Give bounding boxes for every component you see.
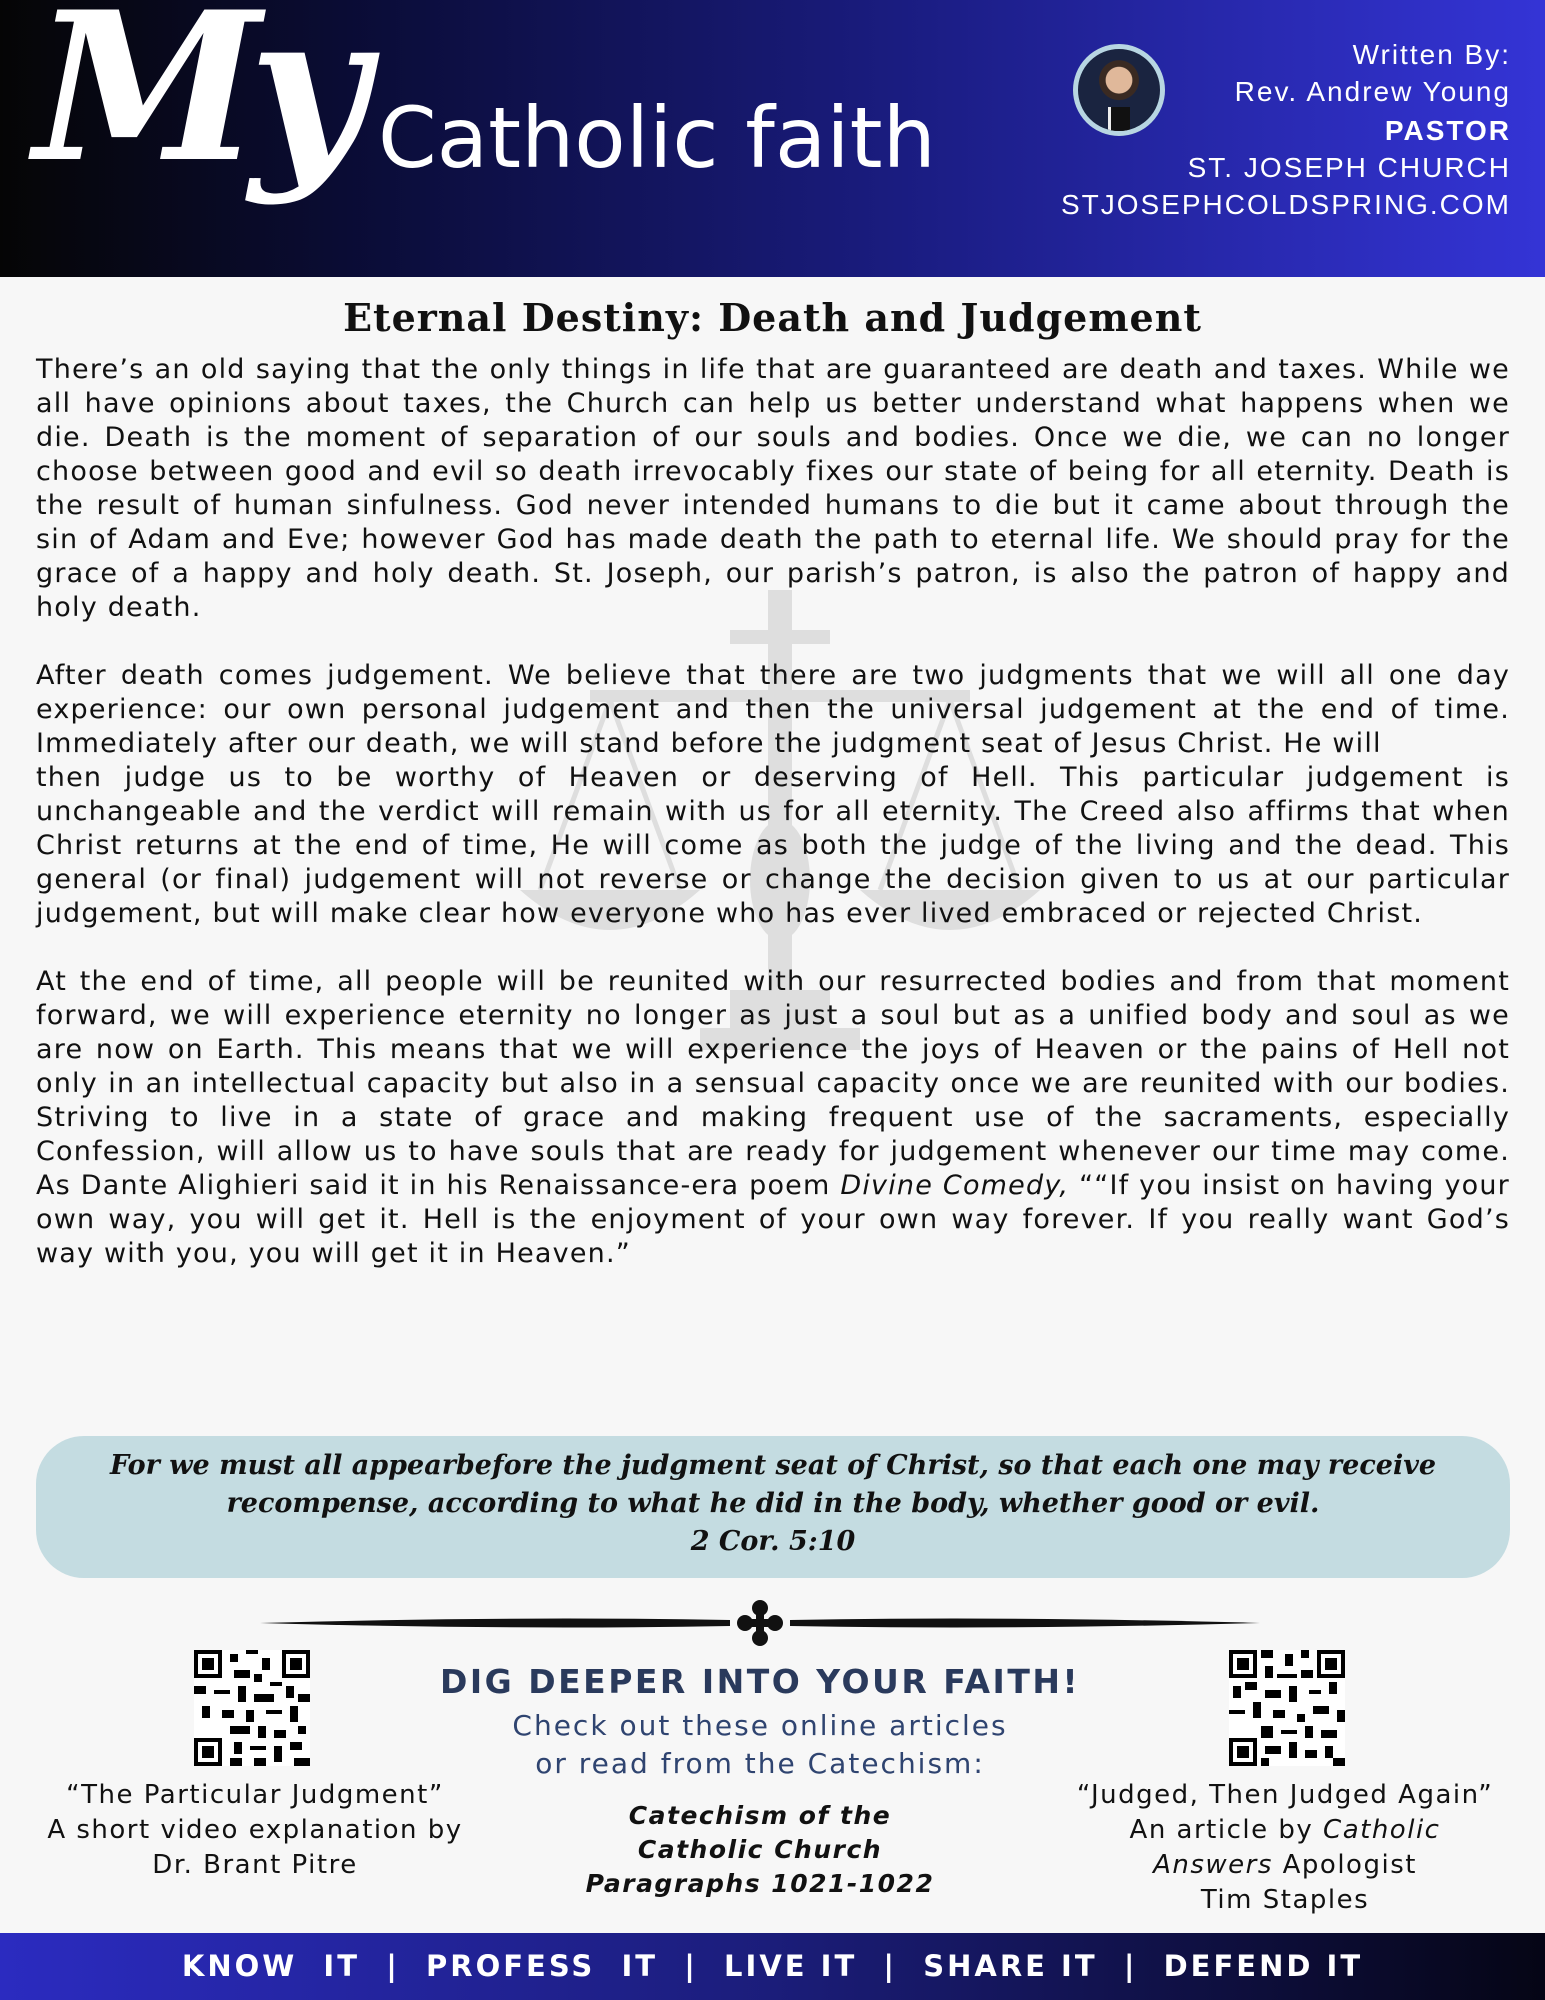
resource-right-title[interactable]: “Judged, Then Judged Again” xyxy=(1076,1780,1494,1810)
catechism-reference xyxy=(420,1799,1100,1901)
article-title: Eternal Destiny: Death and Judgement xyxy=(343,295,1202,340)
footer-tagline-bar xyxy=(0,1933,1545,2000)
paragraph-judgement-part1: After death comes judgement. We believe that there are two judgments that we will all one day experience: our own personal judgement and then the universal judgement at the end of time. Immediately after our death, we will stand before the judgment seat of Jesus Christ. He will xyxy=(36,660,1510,759)
dig-deeper-block xyxy=(420,1662,1100,1901)
brand-logo-my: My xyxy=(34,0,357,208)
written-by-label: Written By: xyxy=(1352,39,1511,70)
resource-left-title[interactable]: “The Particular Judgment” xyxy=(66,1780,444,1810)
article-body xyxy=(36,353,1510,1271)
header-banner xyxy=(0,0,1545,277)
resource-right-caption xyxy=(1040,1778,1530,1918)
dig-deeper-heading: DIG DEEPER INTO YOUR FAITH! xyxy=(439,1662,1081,1701)
catechism-paragraphs: Paragraphs 1021-1022 xyxy=(585,1869,935,1898)
church-website[interactable]: STJOSEPHCOLDSPRING.COM xyxy=(1060,189,1511,220)
resource-right-publisher-1: Catholic xyxy=(1323,1815,1441,1845)
author-role: PASTOR xyxy=(1384,115,1511,146)
footer-tagline: KNOW IT | PROFESS IT | LIVE IT | SHARE IT | DEFEND IT xyxy=(181,1949,1364,1983)
divider-line-left xyxy=(260,1619,730,1628)
catechism-line1: Catechism of the xyxy=(628,1801,892,1830)
scripture-quote-line1: For we must all appearbefore the judgment seat of Christ, so that each one may receive xyxy=(109,1450,1437,1481)
dig-deeper-sub2: or read from the Catechism: xyxy=(535,1747,985,1780)
qr-code-judged-again[interactable] xyxy=(1229,1650,1345,1766)
resource-right-author: Tim Staples xyxy=(1200,1885,1370,1915)
scripture-quote-box xyxy=(36,1436,1510,1578)
resource-left-author: Dr. Brant Pitre xyxy=(152,1850,358,1880)
paragraph-judgement-part2: then judge us to be worthy of Heaven or deserving of Hell. This particular judgement is unchangeable and the verdict will remain with us for all eternity. The Creed also affirms that when Christ returns at the end of time, He will come as both the judge of the living and the dead. This general (or final) judgement will not reverse or change the decision given to us at our particular judgement, but will make clear how everyone who has ever lived embraced or rejected Christ. xyxy=(36,762,1510,929)
author-block xyxy=(1061,36,1511,223)
brand-logo-catholic-faith: Catholic faith xyxy=(378,89,936,187)
qr-code-particular-judgment[interactable] xyxy=(194,1650,310,1766)
church-name: ST. JOSEPH CHURCH xyxy=(1187,152,1511,183)
author-name: Rev. Andrew Young xyxy=(1234,76,1511,107)
divider-line-right xyxy=(790,1619,1260,1628)
dig-deeper-sub1: Check out these online articles xyxy=(512,1709,1008,1742)
resource-left-desc: A short video explanation by xyxy=(47,1815,463,1845)
resource-right-role: Apologist xyxy=(1272,1850,1417,1880)
paragraph-judgement xyxy=(36,659,1510,931)
fleur-cross-icon xyxy=(737,1600,783,1646)
paragraph-resurrection-text: At the end of time, all people will be reunited with our resurrected bodies and from that moment forward, we will experience eternity no longer as just a soul but as a unified body and soul as we are now on Earth. This means that we will experience the joys of Heaven or the pains of Hell not only in an intellectual capacity but also in a sensual capacity once we are reunited with our bodies. Striving to live in a state of grace and making frequent use of the sacraments, especially Confession, will allow us to have souls that are ready for judgement whenever our time may come. As Dante Alighieri said it in his Renaissance-era poem xyxy=(36,966,1510,1201)
paragraph-death: There’s an old saying that the only things in life that are guaranteed are death and taxes. While we all have opinions about taxes, the Church can help us better understand what happens when we die. Death is the moment of separation of our souls and bodies. Once we die, we can no longer choose between good and evil so death irrevocably fixes our state of being for all eternity. Death is the result of human sinfulness. God never intended humans to die but it came about through the sin of Adam and Eve; however God has made death the path to eternal life. We should pray for the grace of a happy and holy death. St. Joseph, our parish’s patron, is also the patron of happy and holy death. xyxy=(36,354,1510,623)
scripture-quote-line2: recompense, according to what he did in the body, whether good or evil. xyxy=(226,1488,1320,1519)
divine-comedy-title: Divine Comedy, xyxy=(840,1170,1070,1201)
scripture-citation: 2 Cor. 5:10 xyxy=(690,1526,856,1557)
dante-quote: ““If you insist on having your own way, you will get it. Hell is the enjoyment of your own way forever. If you really want God’s way with you, you will get it in Heaven.” xyxy=(36,1170,1510,1269)
resource-right-line2 xyxy=(1040,1813,1530,1848)
ornamental-divider xyxy=(260,1598,1260,1648)
catechism-line2: Catholic Church xyxy=(637,1835,883,1864)
resource-right-publisher-2: Answers xyxy=(1153,1850,1273,1880)
resource-right-prefix: An article by xyxy=(1129,1815,1324,1845)
resource-right-line3 xyxy=(1040,1848,1530,1883)
paragraph-resurrection xyxy=(36,965,1510,1271)
